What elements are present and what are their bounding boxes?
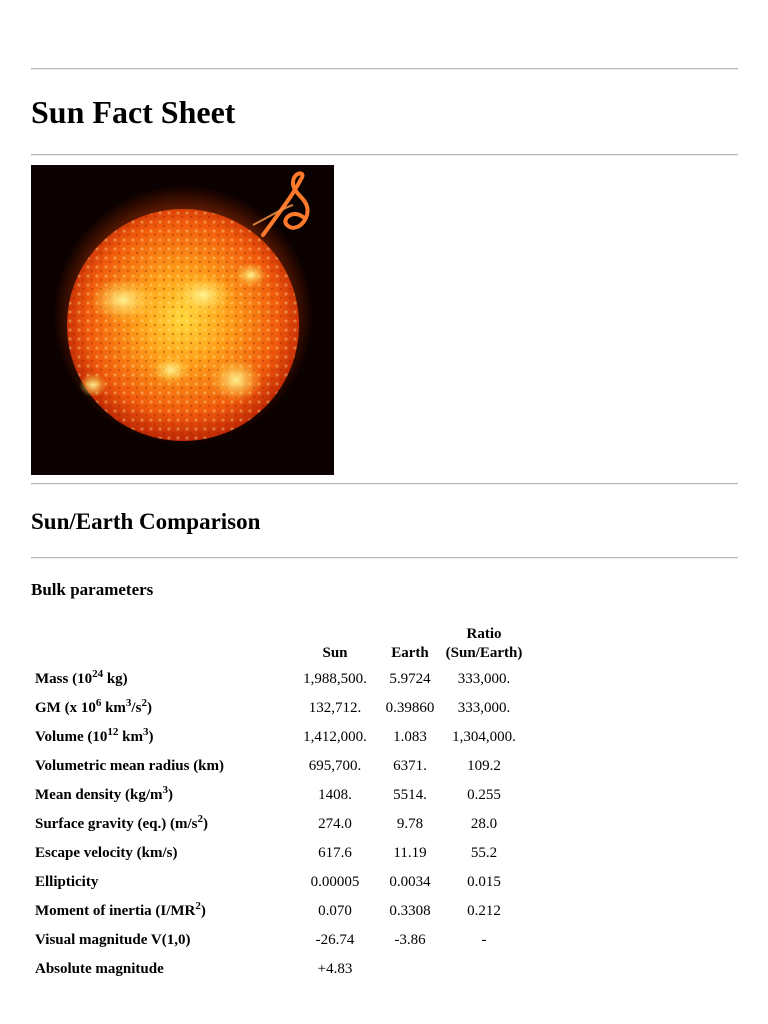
ratio-value: 0.015	[467, 874, 501, 890]
ratio-value: 0.255	[467, 787, 501, 803]
table-row	[33, 724, 526, 751]
active-region	[79, 373, 107, 397]
parameter-label	[33, 695, 290, 722]
header-ratio-bottom: (Sun/Earth)	[445, 645, 523, 661]
sun-value: -26.74	[315, 932, 355, 948]
sun-value: 274.0	[318, 816, 352, 832]
earth-value: 0.39860	[385, 700, 435, 716]
earth-value: 6371.	[393, 758, 427, 774]
image-divider	[31, 483, 738, 485]
label-exponent: 3	[162, 784, 168, 796]
subsection-title: Bulk parameters	[31, 580, 154, 599]
active-region	[151, 356, 191, 384]
sun-value: 132,712.	[308, 700, 362, 716]
active-region	[235, 263, 267, 287]
parameter-label	[33, 724, 290, 751]
table-row	[33, 811, 526, 838]
sun-value: 0.00005	[310, 874, 360, 890]
parameter-label	[33, 927, 290, 954]
table-row	[33, 840, 526, 867]
label-text: )	[148, 729, 154, 745]
sun-value: +4.83	[317, 961, 353, 977]
label-text: Ellipticity	[35, 874, 99, 890]
ratio-value: 0.212	[467, 903, 501, 919]
table-body	[33, 666, 526, 983]
label-text: Visual magnitude V(1,0)	[35, 932, 191, 948]
label-exponent: 12	[107, 726, 119, 738]
ratio-value: 109.2	[467, 758, 501, 774]
header-ratio-top: Ratio	[466, 626, 502, 642]
label-exponent: 2	[197, 813, 203, 825]
header-earth: Earth	[391, 645, 429, 661]
label-text: GM (x 10	[35, 700, 96, 716]
label-text: )	[200, 903, 206, 919]
label-text: )	[146, 700, 152, 716]
label-text: Escape velocity (km/s)	[35, 845, 178, 861]
label-text: km	[101, 700, 126, 716]
label-text: Absolute magnitude	[35, 961, 164, 977]
section-title: Sun/Earth Comparison	[31, 509, 261, 534]
label-text: /s	[131, 700, 142, 716]
header-ratio	[442, 624, 526, 664]
label-text: Mass (10	[35, 671, 93, 687]
table-row	[33, 898, 526, 925]
table-row	[33, 666, 526, 693]
sun-value: 617.6	[318, 845, 352, 861]
label-exponent: 24	[92, 668, 104, 680]
label-text: )	[202, 816, 208, 832]
title-divider	[31, 154, 738, 156]
ratio-value: 28.0	[470, 816, 498, 832]
sun-value: 1408.	[318, 787, 352, 803]
page-title: Sun Fact Sheet	[31, 94, 236, 130]
ratio-value: 55.2	[470, 845, 498, 861]
table-row	[33, 956, 526, 983]
label-text: kg)	[103, 671, 128, 687]
sun-value: 1,988,500.	[303, 671, 367, 687]
label-exponent: 3	[125, 697, 132, 709]
label-exponent: 6	[95, 697, 102, 709]
section-divider	[31, 557, 738, 559]
sun-value: 0.070	[318, 903, 352, 919]
parameter-label	[33, 811, 290, 838]
ratio-value: -	[481, 932, 487, 948]
earth-value: -3.86	[394, 932, 426, 948]
label-text: Mean density (kg/m	[35, 787, 163, 803]
earth-value: 1.083	[393, 729, 427, 745]
label-text: Moment of inertia (I/MR	[35, 903, 196, 919]
table-header-row	[33, 624, 526, 664]
earth-value: 5.9724	[389, 671, 431, 687]
earth-value: 0.3308	[389, 903, 431, 919]
sun-value: 1,412,000.	[303, 729, 367, 745]
label-text: Volume (10	[35, 729, 108, 745]
parameter-label	[33, 666, 290, 693]
ratio-value	[442, 956, 526, 983]
header-blank	[33, 624, 290, 664]
label-text: Volumetric mean radius (km)	[35, 758, 225, 774]
earth-value: 0.0034	[389, 874, 431, 890]
earth-value: 9.78	[396, 816, 424, 832]
label-text: )	[168, 787, 173, 803]
earth-value: 11.19	[393, 845, 427, 861]
parameter-label	[33, 753, 290, 780]
label-exponent: 2	[195, 900, 201, 912]
parameter-label	[33, 956, 290, 983]
ratio-value: 1,304,000.	[452, 729, 516, 745]
parameter-label	[33, 782, 290, 809]
earth-value	[380, 956, 440, 983]
active-region	[210, 358, 262, 402]
ratio-value: 333,000.	[457, 671, 511, 687]
label-text: Surface gravity (eq.) (m/s	[35, 816, 198, 832]
sun-image	[31, 165, 334, 475]
table-row	[33, 695, 526, 722]
active-region	[89, 278, 157, 322]
parameter-label	[33, 869, 290, 896]
sun-value: 695,700.	[308, 758, 362, 774]
header-sun: Sun	[322, 645, 348, 661]
table-row	[33, 753, 526, 780]
parameter-label	[33, 898, 290, 925]
parameter-label	[33, 840, 290, 867]
table-row	[33, 927, 526, 954]
table-row	[33, 782, 526, 809]
top-divider	[31, 68, 738, 70]
ratio-value: 333,000.	[457, 700, 511, 716]
bulk-parameters-table	[31, 622, 528, 985]
label-exponent: 2	[141, 697, 147, 709]
sun-photo-graphic	[31, 165, 334, 475]
label-text: km	[118, 729, 143, 745]
earth-value: 5514.	[393, 787, 427, 803]
sun-granulation	[67, 209, 299, 441]
active-region	[173, 275, 233, 315]
label-exponent: 3	[142, 726, 149, 738]
table-row	[33, 869, 526, 896]
